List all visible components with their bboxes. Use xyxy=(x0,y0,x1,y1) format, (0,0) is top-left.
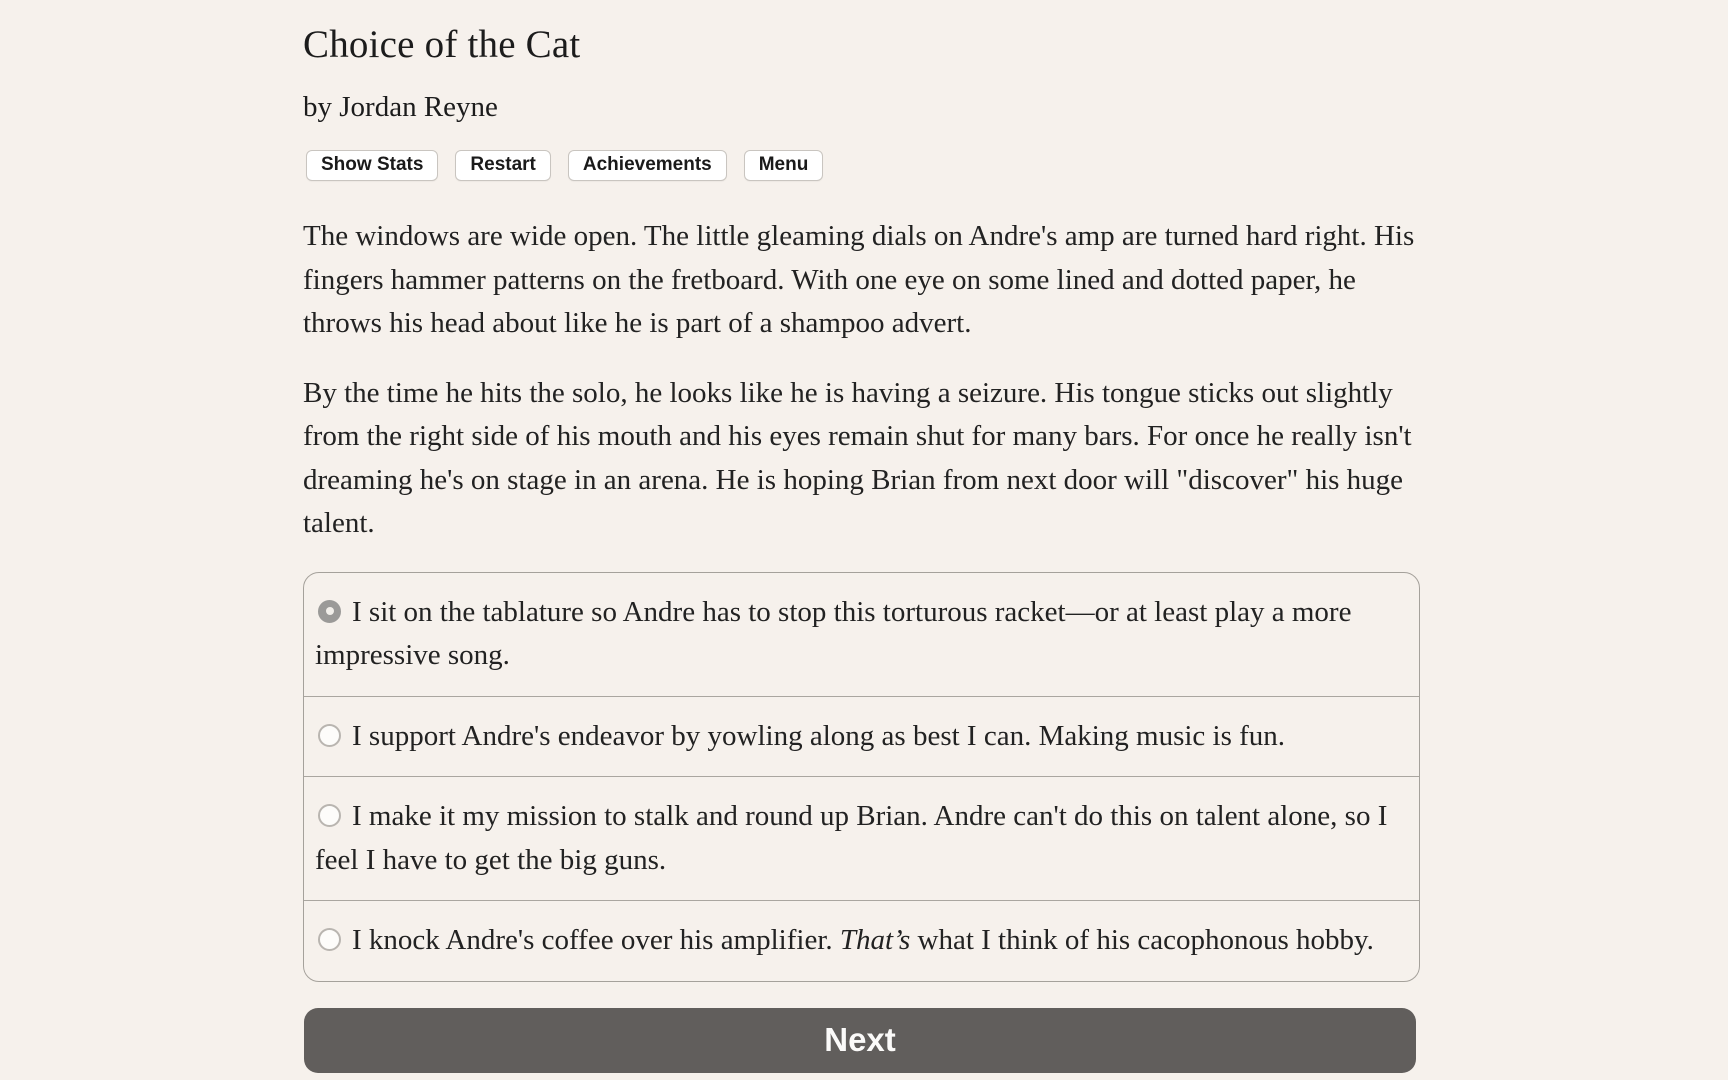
radio-unselected-icon[interactable] xyxy=(318,804,341,827)
next-button[interactable]: Next xyxy=(304,1008,1416,1073)
choice-option[interactable] xyxy=(304,776,1419,900)
author-byline: by Jordan Reyne xyxy=(303,91,498,123)
page-title: Choice of the Cat xyxy=(303,23,581,66)
choice-option-label: I knock Andre's coffee over his amplifier. That’s what I think of his cacophonous hobby. xyxy=(352,924,1374,956)
toolbar xyxy=(306,150,1420,181)
story-paragraph: The windows are wide open. The little gleaming dials on Andre's amp are turned hard right. His fingers hammer patterns on the fretboard. With one eye on some lined and dotted paper, he throws his head about like he is part of a shampoo advert. xyxy=(303,220,1415,339)
choice-option-label: I support Andre's endeavor by yowling along as best I can. Making music is fun. xyxy=(352,719,1286,752)
story-text xyxy=(303,215,1420,546)
radio-unselected-icon[interactable] xyxy=(318,928,341,951)
radio-unselected-icon[interactable] xyxy=(318,724,341,747)
achievements-button[interactable]: Achievements xyxy=(568,150,727,181)
restart-button[interactable]: Restart xyxy=(455,150,550,181)
menu-button[interactable]: Menu xyxy=(744,150,824,181)
choice-option[interactable] xyxy=(304,573,1419,696)
choice-list xyxy=(303,572,1420,982)
story-paragraph: By the time he hits the solo, he looks like he is having a seizure. His tongue sticks out slightly from the right side of his mouth and his eyes remain shut for many bars. For once he really isn't dreaming he's on stage in an arena. He is hoping Brian from next door will "discover" his huge talent. xyxy=(303,376,1412,539)
choice-option[interactable] xyxy=(304,696,1419,777)
choice-option-label: I sit on the tablature so Andre has to stop this torturous racket—or at least play a more impressive song. xyxy=(315,595,1352,671)
choice-option[interactable] xyxy=(304,900,1419,981)
show-stats-button[interactable]: Show Stats xyxy=(306,150,438,181)
radio-selected-icon[interactable] xyxy=(318,600,341,623)
game-page xyxy=(303,0,1420,1073)
choice-option-label: I make it my mission to stalk and round up Brian. Andre can't do this on talent alone, so I feel I have to get the big guns. xyxy=(315,800,1388,876)
